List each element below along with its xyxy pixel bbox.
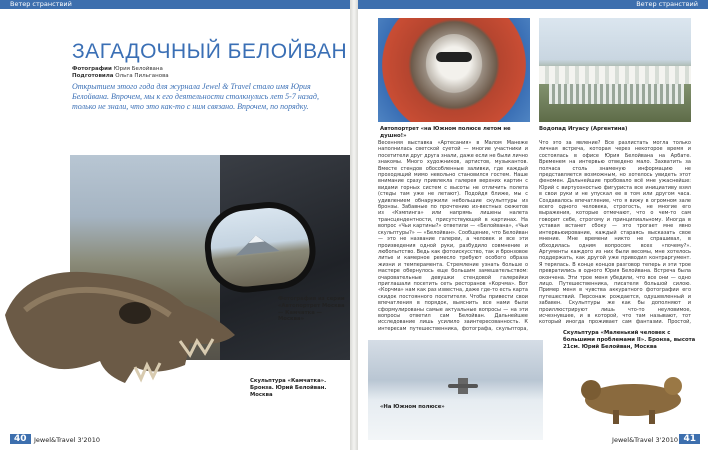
right-header-bar: Ветер странствий <box>358 0 708 9</box>
left-page <box>0 0 350 450</box>
frozen-face-photo <box>378 18 530 122</box>
left-page-number: 40 <box>10 434 31 444</box>
caption-sculpture-left: Скульптура «Камчатка». Бронза. Юрий Белойван. Москва <box>250 378 327 398</box>
left-footer: Jewel&Travel 3'2010 <box>34 436 100 444</box>
waterfall-drop <box>549 84 684 104</box>
credits-photo-name: Юрия Белойвана <box>113 66 163 72</box>
bronze-figure-sculpture <box>563 360 698 428</box>
caption-sculpture-right: Скульптура «Маленький человек с большими проблемами II». Бронза, высота 21см. Юрий Белойван, Москва <box>563 330 696 350</box>
frosted-face <box>426 34 482 92</box>
caption-face: Автопортрет «на Южном полюсе летом не душно!» <box>380 126 511 139</box>
credits-text-name: Ольга Пильганова <box>115 73 169 79</box>
text-column-1: Весенняя выставка «Артесания» в Малом Манеже наполнилась светской суетой — многие участники и посетители друг друга знали, даже если не были лично знакомы. Много художников, артистов, музыкантов. Вместе стендов обособленные заливки, где каждый проходящий мимо невольно становился гостем. Наше внимание сразу привлекла галерея верхних картин с видами горных систем с высоты не отличить полета (стеды там уже не летают). Подойдя ближе, мы с удивлением обнаружили небольшие скульптуры из бронзы. Забавные по прочтению из-вестных сюжетов из «Кэмпинга» или напрямь лишены налета трансцендентности, присутствующей в картинах. На вопрос «Чьи картины?» ответили — «Белойвана», «Чьи скульптуры?» — «Белойван». Сообщение, что Белойван — это не название галереи, а человек и все эти произведения одной руки, разбудило совмнение и любопытство. Ведь как фотоискусство, так и бронзовое литье и камерное ремесло требуют особого образа жизни и темперамента. Стремление узнать больше о мастере обернулось еще большим замешательством: очаровательные девушки стендовой галерейки приглашали посетить сеть ресторанов «Корчма». Вот «Корчма» нам как раз известна, даже где-то есть карта скидок постоянного посетителя. Чтобы привести свои впечатления в порядок, выяснить все нами были сформулированы самые актуальные вопросы — на эти вопросы ответил сам Белойван. Дальнейшее исследование лишь усилило заинтересованность. К интересам путешественника, фотографа, скульптора, <box>378 140 528 332</box>
article-title: ЗАГАДОЧНЫЙ БЕЛОЙВАН <box>72 40 348 63</box>
spine-gutter <box>350 0 358 450</box>
right-page <box>358 0 708 450</box>
south-pole-photo <box>368 340 543 440</box>
bronze-skull-sculpture <box>0 255 255 395</box>
text-column-2: Что это за явление? Все разлистать могла только личная встреча, которая через некоторое время и состоялась в офисе Юрия Белойвана на Арбате. Временем на интервью отведено мало. Захватить за полчаса столь знаменую информацию не представляется возможным, но хотелось увидеть этот феномен. Дальнейшие пробовало всё мне ужаснейше: Юрий с виртуозностью фигуриста все инициативу взял в свои руки и не упускал ее в том или другом часа. Создавалось впечатление, что я вижу в огромном зале всего одного человека, строгость, не многие его выражения, которые отмечают, что о чем-то сам говорит себе, строгому и принципиальному. Иногда в уставая встанет сбоку — это трогает мне явно интервьюирование, каждый стараясь высказать свое мнение. Мне времени никто не спрашивал, в обходилась одним вопросом: всех «почему?». Аргументы каждого из них были весомы, мне хотелось поддержать, как другой уже приводил контраргумент. Я терялась. В конце концов разговор теперь и эти трое превратились в одного Юрия Белойвана. Встреча была окончена. Эти трое меня убедили, что все они — одно лицо. Путешественника, писателя большой силою. Пример меня в чувства аккуратного фотографии его путешествий. Персонаж рождается, одушевленный и забавен. Скульптуры же как бы дополняют и проиллюстрируют лишь что-то неуловимое, исчезнувшее, и в которой, что там называют, тот который иногда проживает сам фантазии. Простой, <box>539 140 691 326</box>
credits <box>72 66 169 80</box>
credits-text-label: Подготовила <box>72 73 114 79</box>
right-footer: Jewel&Travel 3'2010 <box>612 436 678 444</box>
waterfall-crest <box>539 66 691 84</box>
lead-paragraph: Открытием этого года для журнала Jewel & Travel стало имя Юрия Белойвана. Впрочем, мы к его деятельности столкнулись лет 5-7 назад, только не знали, что это как-то с ним связано. Впрочем, по порядку. <box>72 82 319 111</box>
plane-body <box>448 384 478 388</box>
caption-ice: «На Южном полюсе» <box>380 404 445 410</box>
caption-series: Фотография из серии «Автопортрет Москва — Камчатка — Москва» <box>278 296 345 323</box>
caption-falls: Водопад Игуасу (Аргентина) <box>539 126 628 132</box>
goggles <box>436 52 472 62</box>
left-header-bar: Ветер странствий <box>0 0 350 9</box>
right-page-number: 41 <box>679 434 700 444</box>
credits-photo-label: Фотографии <box>72 66 112 72</box>
waterfall-photo <box>539 18 691 122</box>
